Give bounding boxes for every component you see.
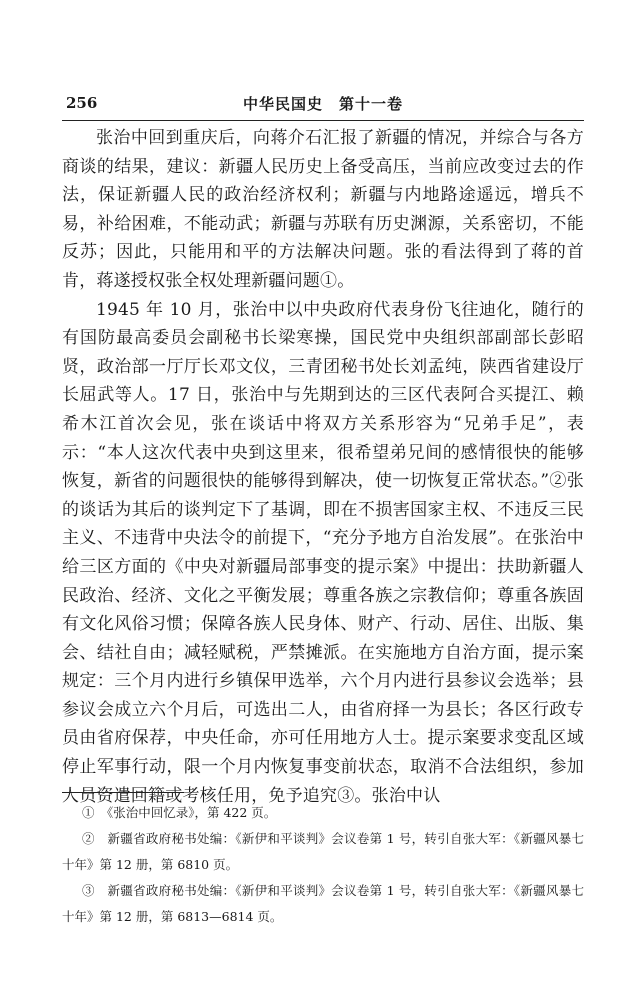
body-text (62, 124, 584, 810)
footnote: ② 新疆省政府秘书处编：《新伊和平谈判》会议卷第 1 号，转引自张大军：《新疆风暴七十年》第 12 册，第 6810 页。 (62, 831, 584, 872)
paragraph: 1945 年 10 月，张治中以中央政府代表身份飞往迪化，随行的有国防最高委员会副秘书长梁寒操，国民党中央组织部副部长彭昭贤，政治部一厅厅长邓文仪，三青团秘书处长刘孟纯，陕西省建设厅长屈武等人。17 日，张治中与先期到达的三区代表阿合买提江、赖希木江首次会见，张在谈话中将双方关系形容为“兄弟手足”，表示：“本人这次代表中央到这里来，很希望弟兄间的感情很快的能够恢复，新省的问题很快的能够得到解决，使一切恢复正常状态。”②张的谈话为其后的谈判定下了基调，即在不损害国家主权、不违反三民主义、不违背中央法令的前提下，“充分予地方自治发展”。在张治中给三区方面的《中央对新疆局部事变的提示案》中提出：扶助新疆人民政治、经济、文化之平衡发展；尊重各族之宗教信仰；尊重各族固有文化风俗习惯；保障各族人民身体、财产、行动、居住、出版、集会、结社自由；减轻赋税，严禁摊派。在实施地方自治方面，提示案规定：三个月内进行乡镇保甲选举，六个月内进行县参议会选举；县参议会成立六个月后，可选出二人，由省府择一为县长；各区行政专员由省府保荐，中央任命，亦可任用地方人士。提示案要求变乱区域停止军事行动，限一个月内恢复事变前状态，取消不合法组织，参加人员资遣回籍或考核任用，免予追究③。张治中认 (62, 299, 584, 806)
footnote-rule (62, 792, 184, 793)
header-rule (62, 120, 584, 121)
footnote: ③ 新疆省政府秘书处编：《新伊和平谈判》会议卷第 1 号，转引自张大军：《新疆风暴七十年》第 12 册，第 6813—6814 页。 (62, 883, 584, 924)
paragraph: 张治中回到重庆后，向蒋介石汇报了新疆的情况，并综合与各方商谈的结果，建议：新疆人民历史上备受高压，当前应改变过去的作法，保证新疆人民的政治经济权利；新疆与内地路途遥远，增兵不易，补给困难，不能动武；新疆与苏联有历史渊源，关系密切，不能反苏；因此，只能用和平的方法解决问题。张的看法得到了蒋的首肯，蒋遂授权张全权处理新疆问题①。 (62, 128, 584, 291)
page-number: 256 (66, 94, 98, 112)
running-title: 中华民国史 第十一卷 (242, 95, 403, 113)
footnotes (62, 800, 584, 930)
footnote: ① 《张治中回忆录》，第 422 页。 (82, 805, 277, 820)
page-header (62, 92, 584, 118)
